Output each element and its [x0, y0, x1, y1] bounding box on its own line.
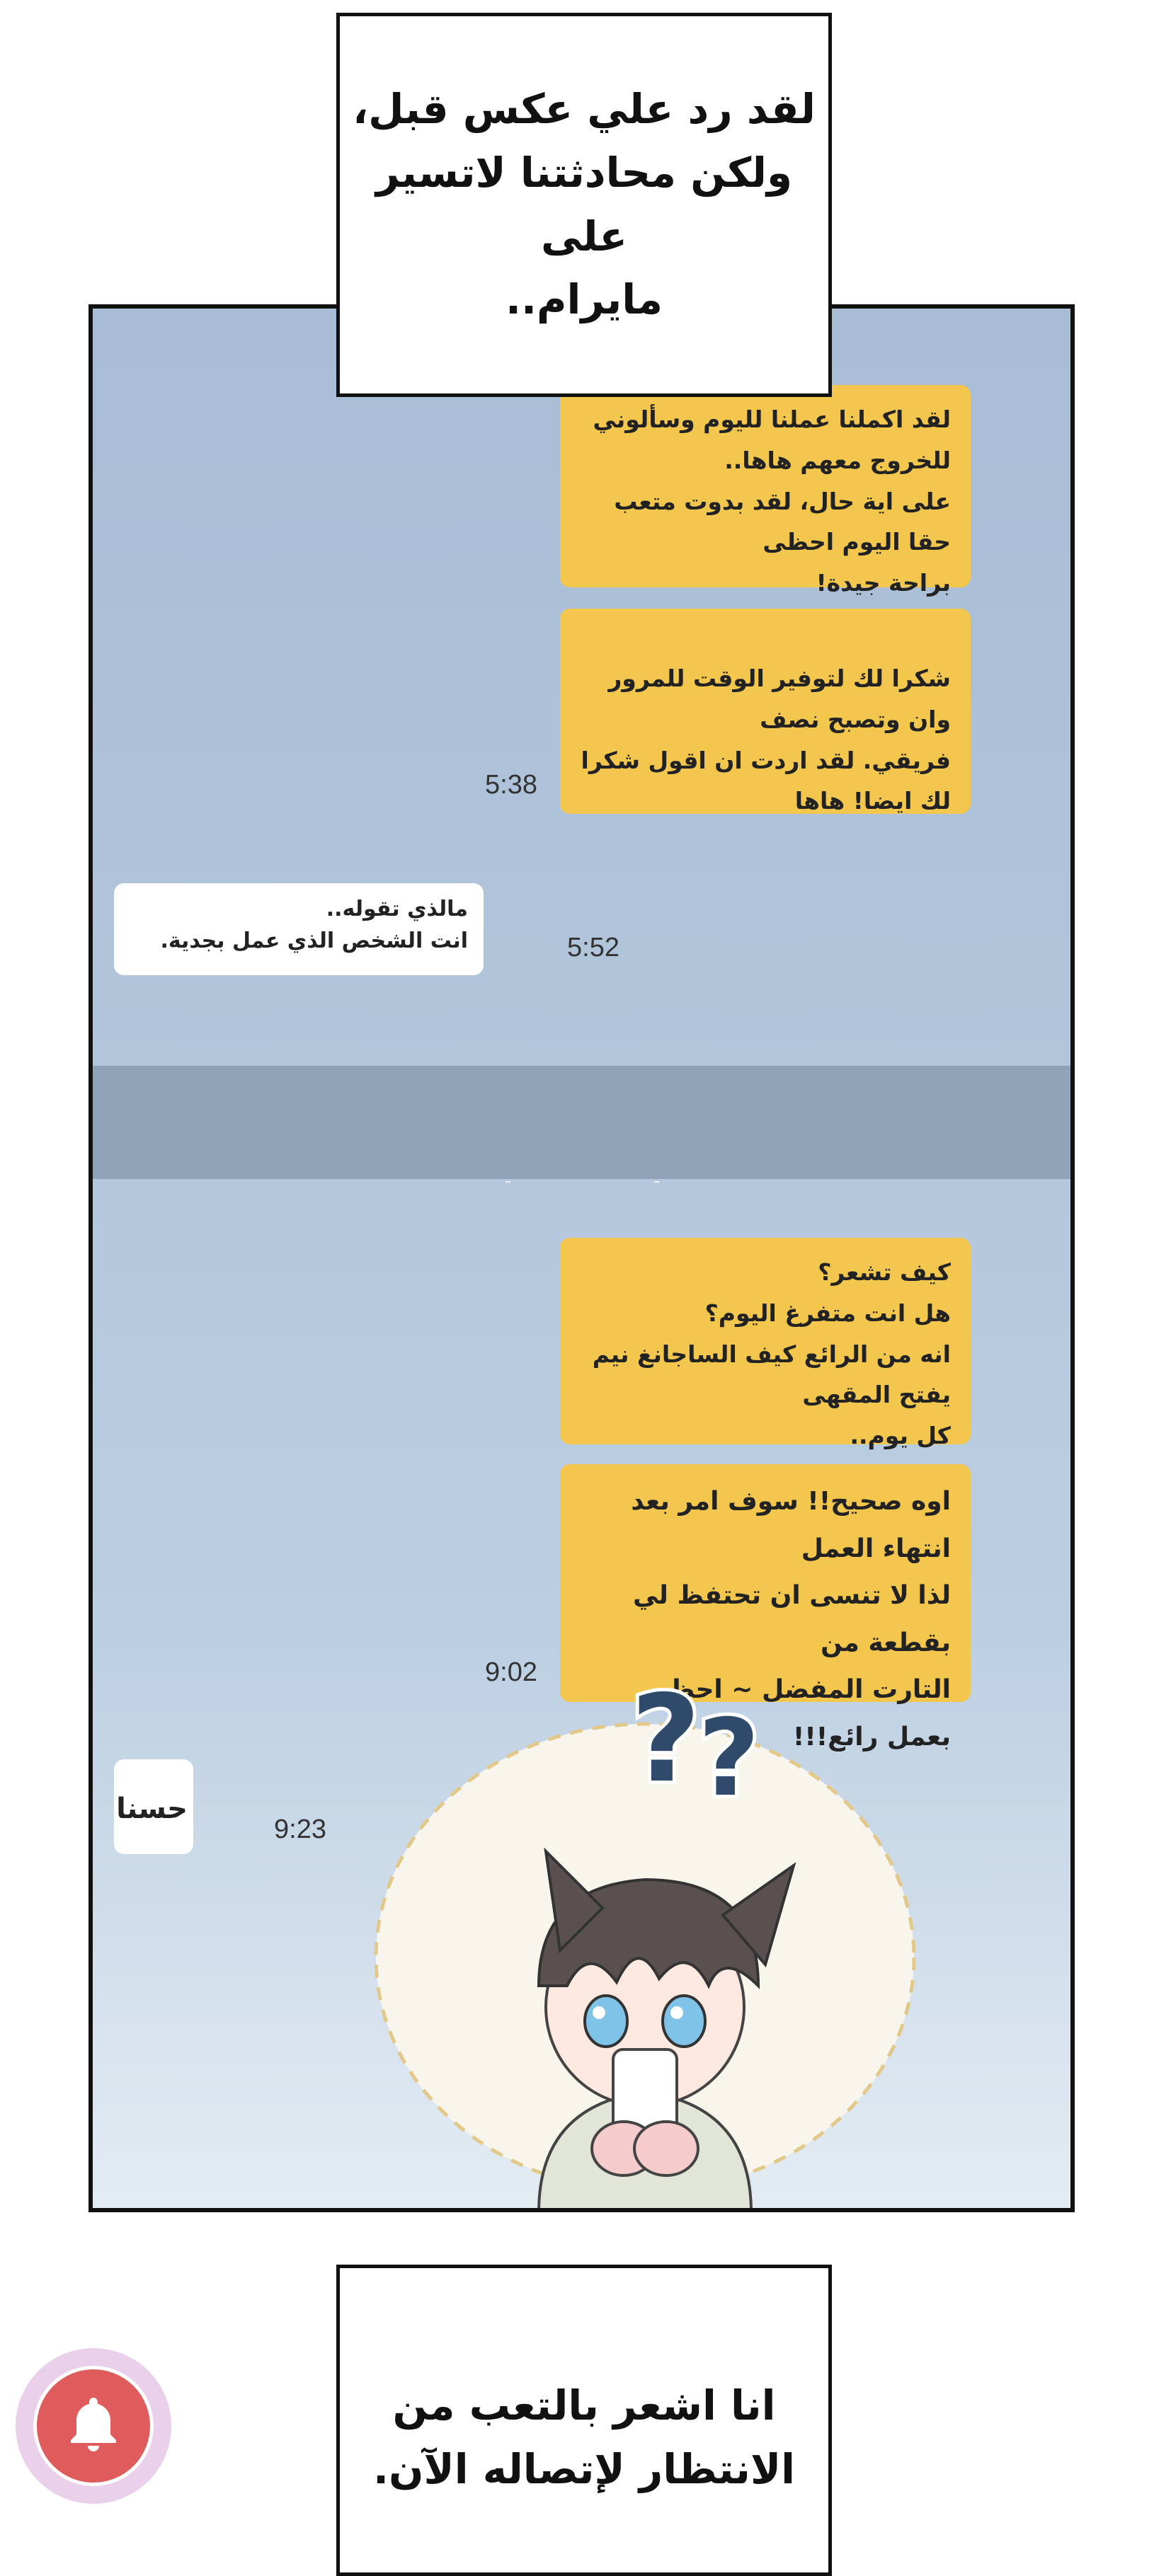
question-marks-icon: [631, 1669, 760, 1820]
chat-panel: [88, 304, 1075, 2212]
character-illustration: [326, 1653, 964, 2212]
message-bubble-2: شكرا لك لتوفير الوقت للمرور وان وتصبح نصف فريقي. لقد اردت ان اقول شكرا لك ايضا! هاها: [560, 609, 971, 814]
caption-top: [336, 13, 832, 397]
message-time-2: 5:38: [485, 770, 537, 800]
message-bubble-3: مالذي تقوله.. انت الشخص الذي عمل بجدية.: [114, 883, 484, 975]
message-bubble-6: حسنا: [114, 1759, 193, 1854]
message-bubble-5: اوه صحيح!! سوف امر بعد انتهاء العمل لذا لا تنسى ان تحتفظ لي بقطعة من التارت المفضل ~ احظى بعمل رائع!!!: [560, 1464, 971, 1702]
caption-bottom-text: انا اشعر بالتعب من الانتظار لإتصاله الآن.: [372, 2381, 796, 2493]
caption-bottom: [336, 2265, 832, 2576]
date-divider: [93, 1066, 1070, 1192]
divider-mark-2: -: [653, 1171, 661, 1192]
message-time-3: 5:52: [567, 933, 619, 962]
divider-mark-1: -: [505, 1171, 512, 1192]
bell-icon: [33, 2366, 154, 2486]
caption-top-text: لقد رد علي عكس قبل، ولكن محادثتنا لاتسير على مايرام..: [353, 84, 816, 324]
message-time-6: 9:23: [274, 1815, 326, 1844]
notification-bell-button[interactable]: [16, 2348, 171, 2504]
message-time-5: 9:02: [485, 1657, 537, 1687]
message-bubble-1: لقد اكملنا عملنا لليوم وسألوني للخروج معهم هاها.. على اية حال، لقد بدوت متعب حقا اليوم احظى براحة جيدة!: [560, 385, 971, 587]
svg-text:?: ?: [698, 1697, 760, 1820]
message-bubble-4: كيف تشعر؟ هل انت متفرغ اليوم؟ انه من الرائع كيف الساجانغ نيم يفتح المقهى كل يوم..: [560, 1238, 971, 1444]
svg-text:?: ?: [631, 1669, 701, 1810]
bell-glyph: [59, 2392, 127, 2460]
